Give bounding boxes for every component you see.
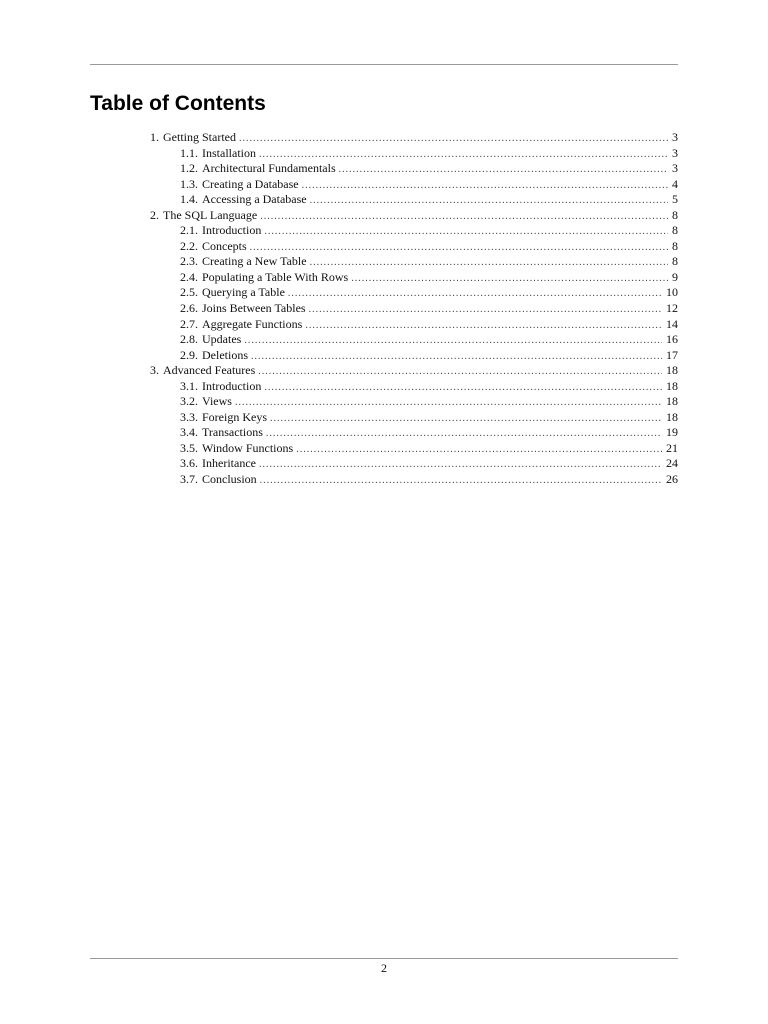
toc-entry-label: Accessing a Database	[202, 192, 307, 207]
toc-dot-leader	[296, 442, 662, 458]
toc-entry-number: 3.7.	[180, 472, 198, 487]
toc-dot-leader	[302, 178, 668, 194]
toc-entry-title[interactable]	[180, 317, 305, 333]
toc-entry-title[interactable]	[180, 456, 259, 472]
toc-entry-number: 1.3.	[180, 176, 198, 191]
toc-entry-page[interactable]: 18	[666, 363, 678, 378]
toc-entry[interactable]	[150, 425, 678, 441]
toc-entry-label: The SQL Language	[163, 207, 258, 222]
toc-entry[interactable]	[150, 379, 678, 395]
toc-entry-title[interactable]	[150, 208, 260, 224]
toc-entry-title[interactable]	[180, 177, 302, 193]
toc-dot-leader	[288, 286, 662, 302]
toc-dot-leader	[266, 426, 662, 442]
toc-entry-label: Conclusion	[202, 472, 257, 487]
toc-entry-label: Querying a Table	[202, 285, 285, 300]
toc-entry-label: Deletions	[202, 347, 248, 362]
toc-entry-label: Views	[202, 394, 232, 409]
toc-entry[interactable]	[150, 177, 678, 193]
toc-dot-leader	[270, 411, 662, 427]
toc-entry[interactable]	[150, 270, 678, 286]
toc-entry[interactable]	[150, 472, 678, 488]
toc-entry-label: Getting Started	[163, 130, 236, 144]
toc-entry[interactable]	[150, 456, 678, 472]
toc-entry[interactable]	[150, 192, 678, 208]
toc-entry-title[interactable]	[180, 192, 310, 208]
toc-entry-title[interactable]	[180, 410, 270, 426]
toc-dot-leader	[259, 457, 662, 473]
toc-entry[interactable]	[150, 208, 678, 224]
toc-dot-leader	[251, 349, 662, 365]
toc-entry-label: Creating a Database	[202, 176, 299, 191]
toc-entry-title[interactable]	[180, 270, 351, 286]
toc-entry-page[interactable]: 8	[672, 223, 678, 238]
toc-entry-title[interactable]	[180, 301, 309, 317]
footer-rule	[90, 958, 678, 959]
toc-entry-number: 3.5.	[180, 440, 198, 455]
toc-entry-number: 1.	[150, 130, 159, 144]
toc-entry-title[interactable]	[180, 254, 310, 270]
toc-entry-title[interactable]	[180, 394, 235, 410]
toc-entry-title[interactable]	[150, 130, 239, 146]
toc-entry-page[interactable]: 3	[672, 161, 678, 176]
toc-entry-number: 1.1.	[180, 145, 198, 160]
toc-entry[interactable]	[150, 317, 678, 333]
toc-entry[interactable]	[150, 130, 678, 146]
toc-entry-label: Foreign Keys	[202, 409, 267, 424]
toc-entry-number: 1.2.	[180, 161, 198, 176]
toc-entry[interactable]	[150, 239, 678, 255]
toc-entry-title[interactable]	[180, 472, 260, 488]
toc-entry-title[interactable]	[180, 285, 288, 301]
toc-entry[interactable]	[150, 285, 678, 301]
toc-entry-page[interactable]: 8	[672, 238, 678, 253]
toc-entry[interactable]	[150, 146, 678, 162]
toc-entry-page[interactable]: 16	[666, 332, 678, 347]
toc-dot-leader	[260, 473, 662, 489]
toc-entry-title[interactable]	[180, 348, 251, 364]
toc-entry-page[interactable]: 5	[672, 192, 678, 207]
table-of-contents	[150, 130, 678, 488]
toc-dot-leader	[258, 364, 662, 380]
toc-entry-number: 2.	[150, 207, 159, 222]
toc-dot-leader	[260, 209, 668, 225]
page-title: Table of Contents	[90, 92, 266, 115]
toc-entry[interactable]	[150, 301, 678, 317]
toc-entry[interactable]	[150, 332, 678, 348]
toc-entry-page[interactable]: 4	[672, 176, 678, 191]
toc-entry[interactable]	[150, 394, 678, 410]
toc-entry-label: Inheritance	[202, 456, 256, 471]
toc-entry-title[interactable]	[180, 161, 339, 177]
header-rule	[90, 64, 678, 65]
toc-entry[interactable]	[150, 223, 678, 239]
toc-entry-page[interactable]: 10	[666, 285, 678, 300]
page-number: 2	[381, 961, 387, 975]
toc-dot-leader	[305, 318, 662, 334]
toc-entry-page[interactable]: 19	[666, 425, 678, 440]
toc-entry-page[interactable]: 9	[672, 269, 678, 284]
toc-dot-leader	[351, 271, 668, 287]
toc-entry[interactable]	[150, 161, 678, 177]
toc-entry-page[interactable]: 3	[672, 130, 678, 144]
toc-entry-number: 2.3.	[180, 254, 198, 269]
toc-entry-page[interactable]: 8	[672, 207, 678, 222]
toc-entry-title[interactable]	[150, 363, 258, 379]
toc-entry-number: 3.3.	[180, 409, 198, 424]
toc-dot-leader	[339, 162, 668, 178]
toc-entry-label: Advanced Features	[163, 363, 256, 378]
toc-entry-label: Creating a New Table	[202, 254, 307, 269]
toc-entry[interactable]	[150, 363, 678, 379]
toc-entry-label: Window Functions	[202, 440, 294, 455]
toc-entry-number: 2.6.	[180, 301, 198, 316]
toc-dot-leader	[310, 255, 668, 271]
toc-entry-label: Introduction	[202, 378, 262, 393]
toc-entry-title[interactable]	[180, 223, 264, 239]
toc-entry-number: 2.9.	[180, 347, 198, 362]
toc-entry-page[interactable]: 21	[666, 440, 678, 455]
toc-entry-page[interactable]: 8	[672, 254, 678, 269]
toc-entry-title[interactable]	[180, 441, 296, 457]
toc-dot-leader	[250, 240, 668, 256]
toc-dot-leader	[235, 395, 662, 411]
toc-dot-leader	[310, 193, 668, 209]
toc-entry-page[interactable]: 3	[672, 145, 678, 160]
toc-dot-leader	[244, 333, 662, 349]
toc-entry-label: Introduction	[202, 223, 262, 238]
toc-entry-number: 1.4.	[180, 192, 198, 207]
toc-entry-page[interactable]: 26	[666, 472, 678, 487]
toc-entry-label: Joins Between Tables	[202, 301, 306, 316]
toc-entry-number: 3.4.	[180, 425, 198, 440]
toc-dot-leader	[239, 131, 668, 147]
toc-entry[interactable]	[150, 254, 678, 270]
toc-entry[interactable]	[150, 441, 678, 457]
toc-entry-number: 2.5.	[180, 285, 198, 300]
toc-entry-page[interactable]: 24	[666, 456, 678, 471]
toc-entry-number: 2.1.	[180, 223, 198, 238]
toc-dot-leader	[309, 302, 662, 318]
toc-entry-page[interactable]: 12	[666, 301, 678, 316]
toc-entry-number: 3.2.	[180, 394, 198, 409]
toc-entry-title[interactable]	[180, 146, 259, 162]
toc-entry-title[interactable]	[180, 379, 264, 395]
toc-entry-number: 3.	[150, 363, 159, 378]
toc-entry-page[interactable]: 18	[666, 409, 678, 424]
toc-entry-page[interactable]: 17	[666, 347, 678, 362]
toc-entry-label: Architectural Fundamentals	[202, 161, 336, 176]
toc-entry[interactable]	[150, 348, 678, 364]
toc-entry-page[interactable]: 14	[666, 316, 678, 331]
toc-entry-page[interactable]: 18	[666, 394, 678, 409]
toc-entry-title[interactable]	[180, 239, 250, 255]
toc-entry-label: Installation	[202, 145, 256, 160]
toc-entry-label: Aggregate Functions	[202, 316, 303, 331]
toc-entry-number: 2.2.	[180, 238, 198, 253]
toc-entry-number: 2.7.	[180, 316, 198, 331]
toc-dot-leader	[264, 224, 668, 240]
toc-entry-number: 3.1.	[180, 378, 198, 393]
toc-entry[interactable]	[150, 410, 678, 426]
toc-entry-page[interactable]: 18	[666, 378, 678, 393]
toc-dot-leader	[259, 147, 668, 163]
toc-entry-number: 3.6.	[180, 456, 198, 471]
toc-entry-title[interactable]	[180, 332, 244, 348]
toc-entry-label: Transactions	[202, 425, 263, 440]
toc-entry-title[interactable]	[180, 425, 266, 441]
toc-entry-number: 2.8.	[180, 332, 198, 347]
toc-entry-label: Populating a Table With Rows	[202, 269, 349, 284]
toc-entry-label: Concepts	[202, 238, 247, 253]
toc-dot-leader	[264, 380, 662, 396]
toc-entry-number: 2.4.	[180, 269, 198, 284]
toc-entry-label: Updates	[202, 332, 242, 347]
